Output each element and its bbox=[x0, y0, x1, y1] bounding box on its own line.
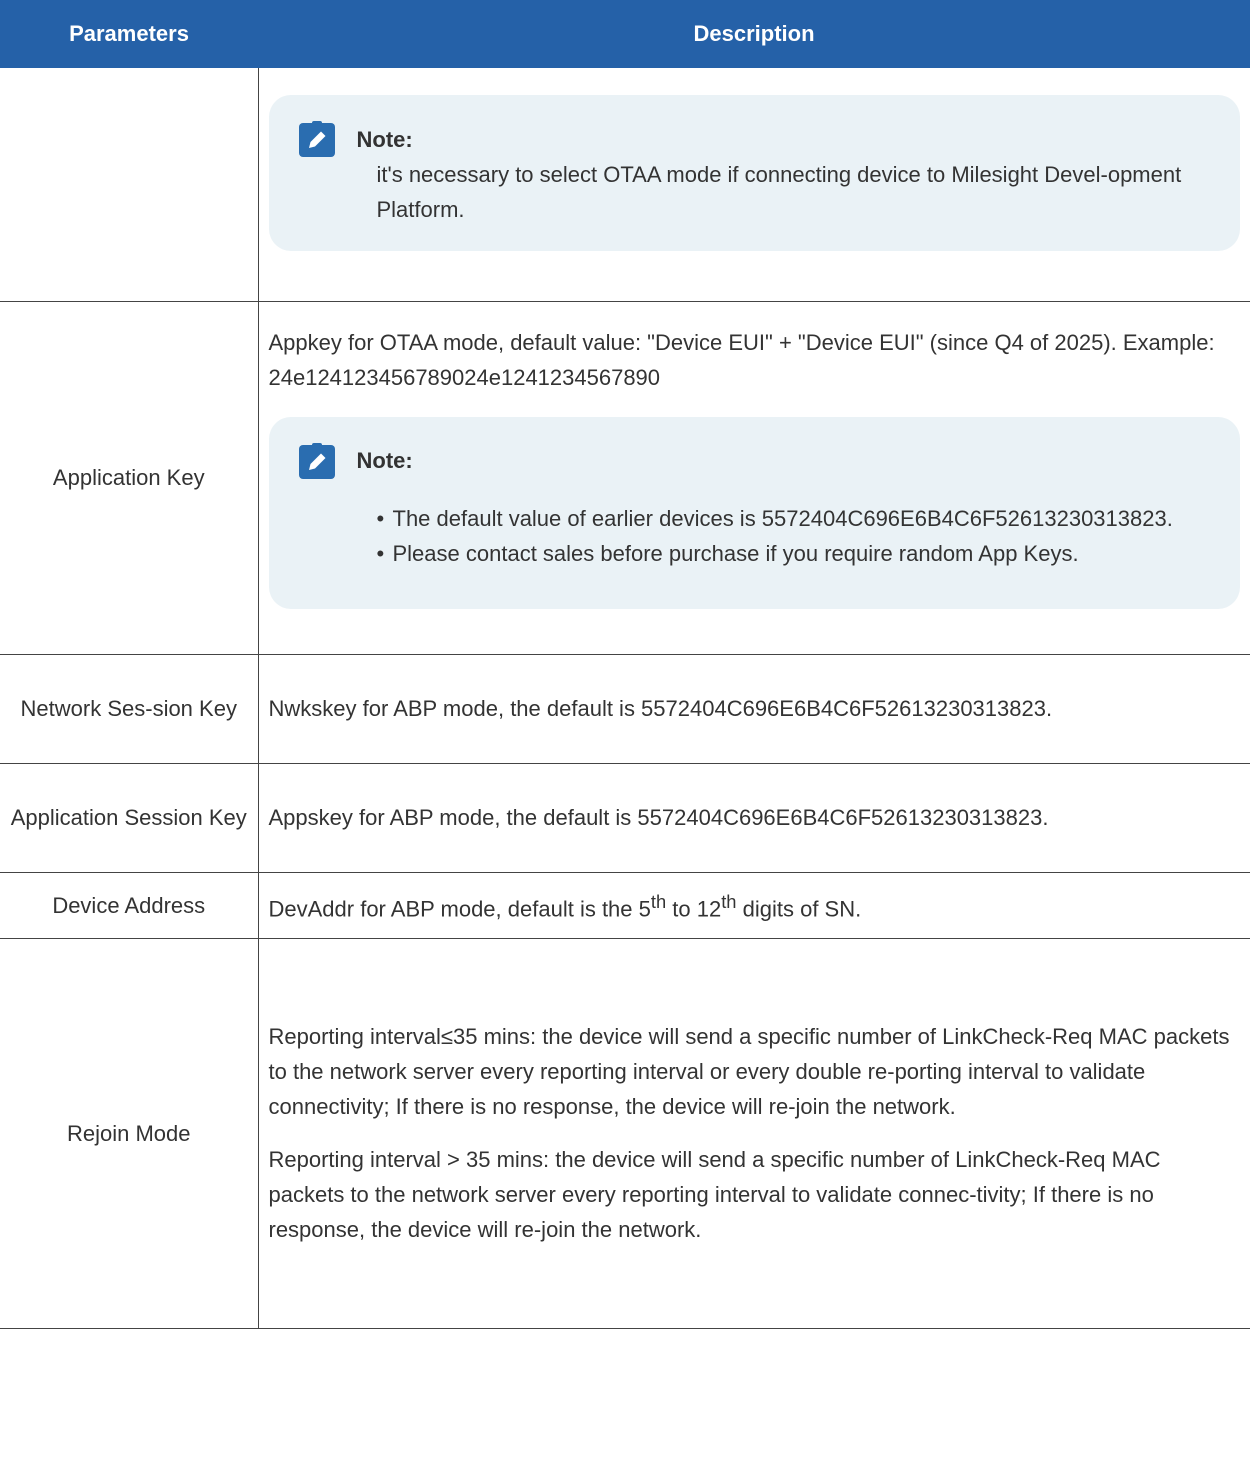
devaddr-text-c: digits of SN. bbox=[736, 896, 862, 922]
devaddr-text-a: DevAddr for ABP mode, default is the 5 bbox=[268, 896, 651, 922]
header-description: Description bbox=[258, 0, 1250, 68]
rejoin-mode-description bbox=[258, 938, 1250, 1328]
device-address-description bbox=[258, 872, 1250, 938]
description-cell bbox=[258, 68, 1250, 301]
table-row bbox=[0, 938, 1250, 1328]
table-row bbox=[0, 872, 1250, 938]
list-item: • Please contact sales before purchase if you require random App Keys. bbox=[379, 536, 1211, 571]
note-box bbox=[269, 417, 1241, 609]
table-row bbox=[0, 301, 1250, 654]
param-application-session-key: Application Session Key bbox=[0, 763, 258, 872]
rejoin-paragraph-1: Reporting interval≤35 mins: the device will send a specific number of LinkCheck-Req MAC packets to the network server every reporting interval or every double re-porting interval to validate connectivity; If there is no response, the device will re-join the network. bbox=[268, 1024, 1230, 1119]
table-row bbox=[0, 654, 1250, 763]
table-row bbox=[0, 68, 1250, 301]
table-header-row bbox=[0, 0, 1250, 68]
header-parameters: Parameters bbox=[0, 0, 258, 68]
edit-note-icon bbox=[299, 121, 335, 157]
edit-note-icon bbox=[299, 443, 335, 479]
list-item: • The default value of earlier devices is 5572404C696E6B4C6F52613230313823. bbox=[379, 501, 1211, 536]
note-bullet-list bbox=[299, 501, 1211, 571]
param-application-key: Application Key bbox=[0, 301, 258, 654]
param-cell-empty bbox=[0, 68, 258, 301]
rejoin-paragraph-2: Reporting interval > 35 mins: the device will send a specific number of LinkCheck-Req MAC packets to the network server every reporting interval to validate connec-tivity; If there is no response, the device will re-join the network. bbox=[268, 1147, 1161, 1242]
devaddr-sup-1: th bbox=[650, 890, 667, 912]
nwk-key-description: Nwkskey for ABP mode, the default is 5572404C696E6B4C6F52613230313823. bbox=[258, 654, 1250, 763]
description-cell bbox=[258, 301, 1250, 654]
note-title: Note: bbox=[356, 126, 413, 152]
note-box bbox=[269, 95, 1241, 251]
param-rejoin-mode: Rejoin Mode bbox=[0, 938, 258, 1328]
table-row bbox=[0, 763, 1250, 872]
param-network-session-key: Network Ses-sion Key bbox=[0, 654, 258, 763]
app-key-description: Appkey for OTAA mode, default value: "Device EUI" + "Device EUI" (since Q4 of 2025). Example: 24e124123456789024e1241234567890 bbox=[268, 329, 1215, 390]
note-text: it's necessary to select OTAA mode if connecting device to Milesight Devel-opment Platform. bbox=[376, 162, 1182, 223]
devaddr-text-b: to 12 bbox=[666, 896, 722, 922]
devaddr-sup-2: th bbox=[721, 890, 737, 912]
apps-key-description: Appskey for ABP mode, the default is 5572404C696E6B4C6F52613230313823. bbox=[258, 763, 1250, 872]
param-device-address: Device Address bbox=[0, 872, 258, 938]
note-title: Note: bbox=[356, 448, 413, 473]
